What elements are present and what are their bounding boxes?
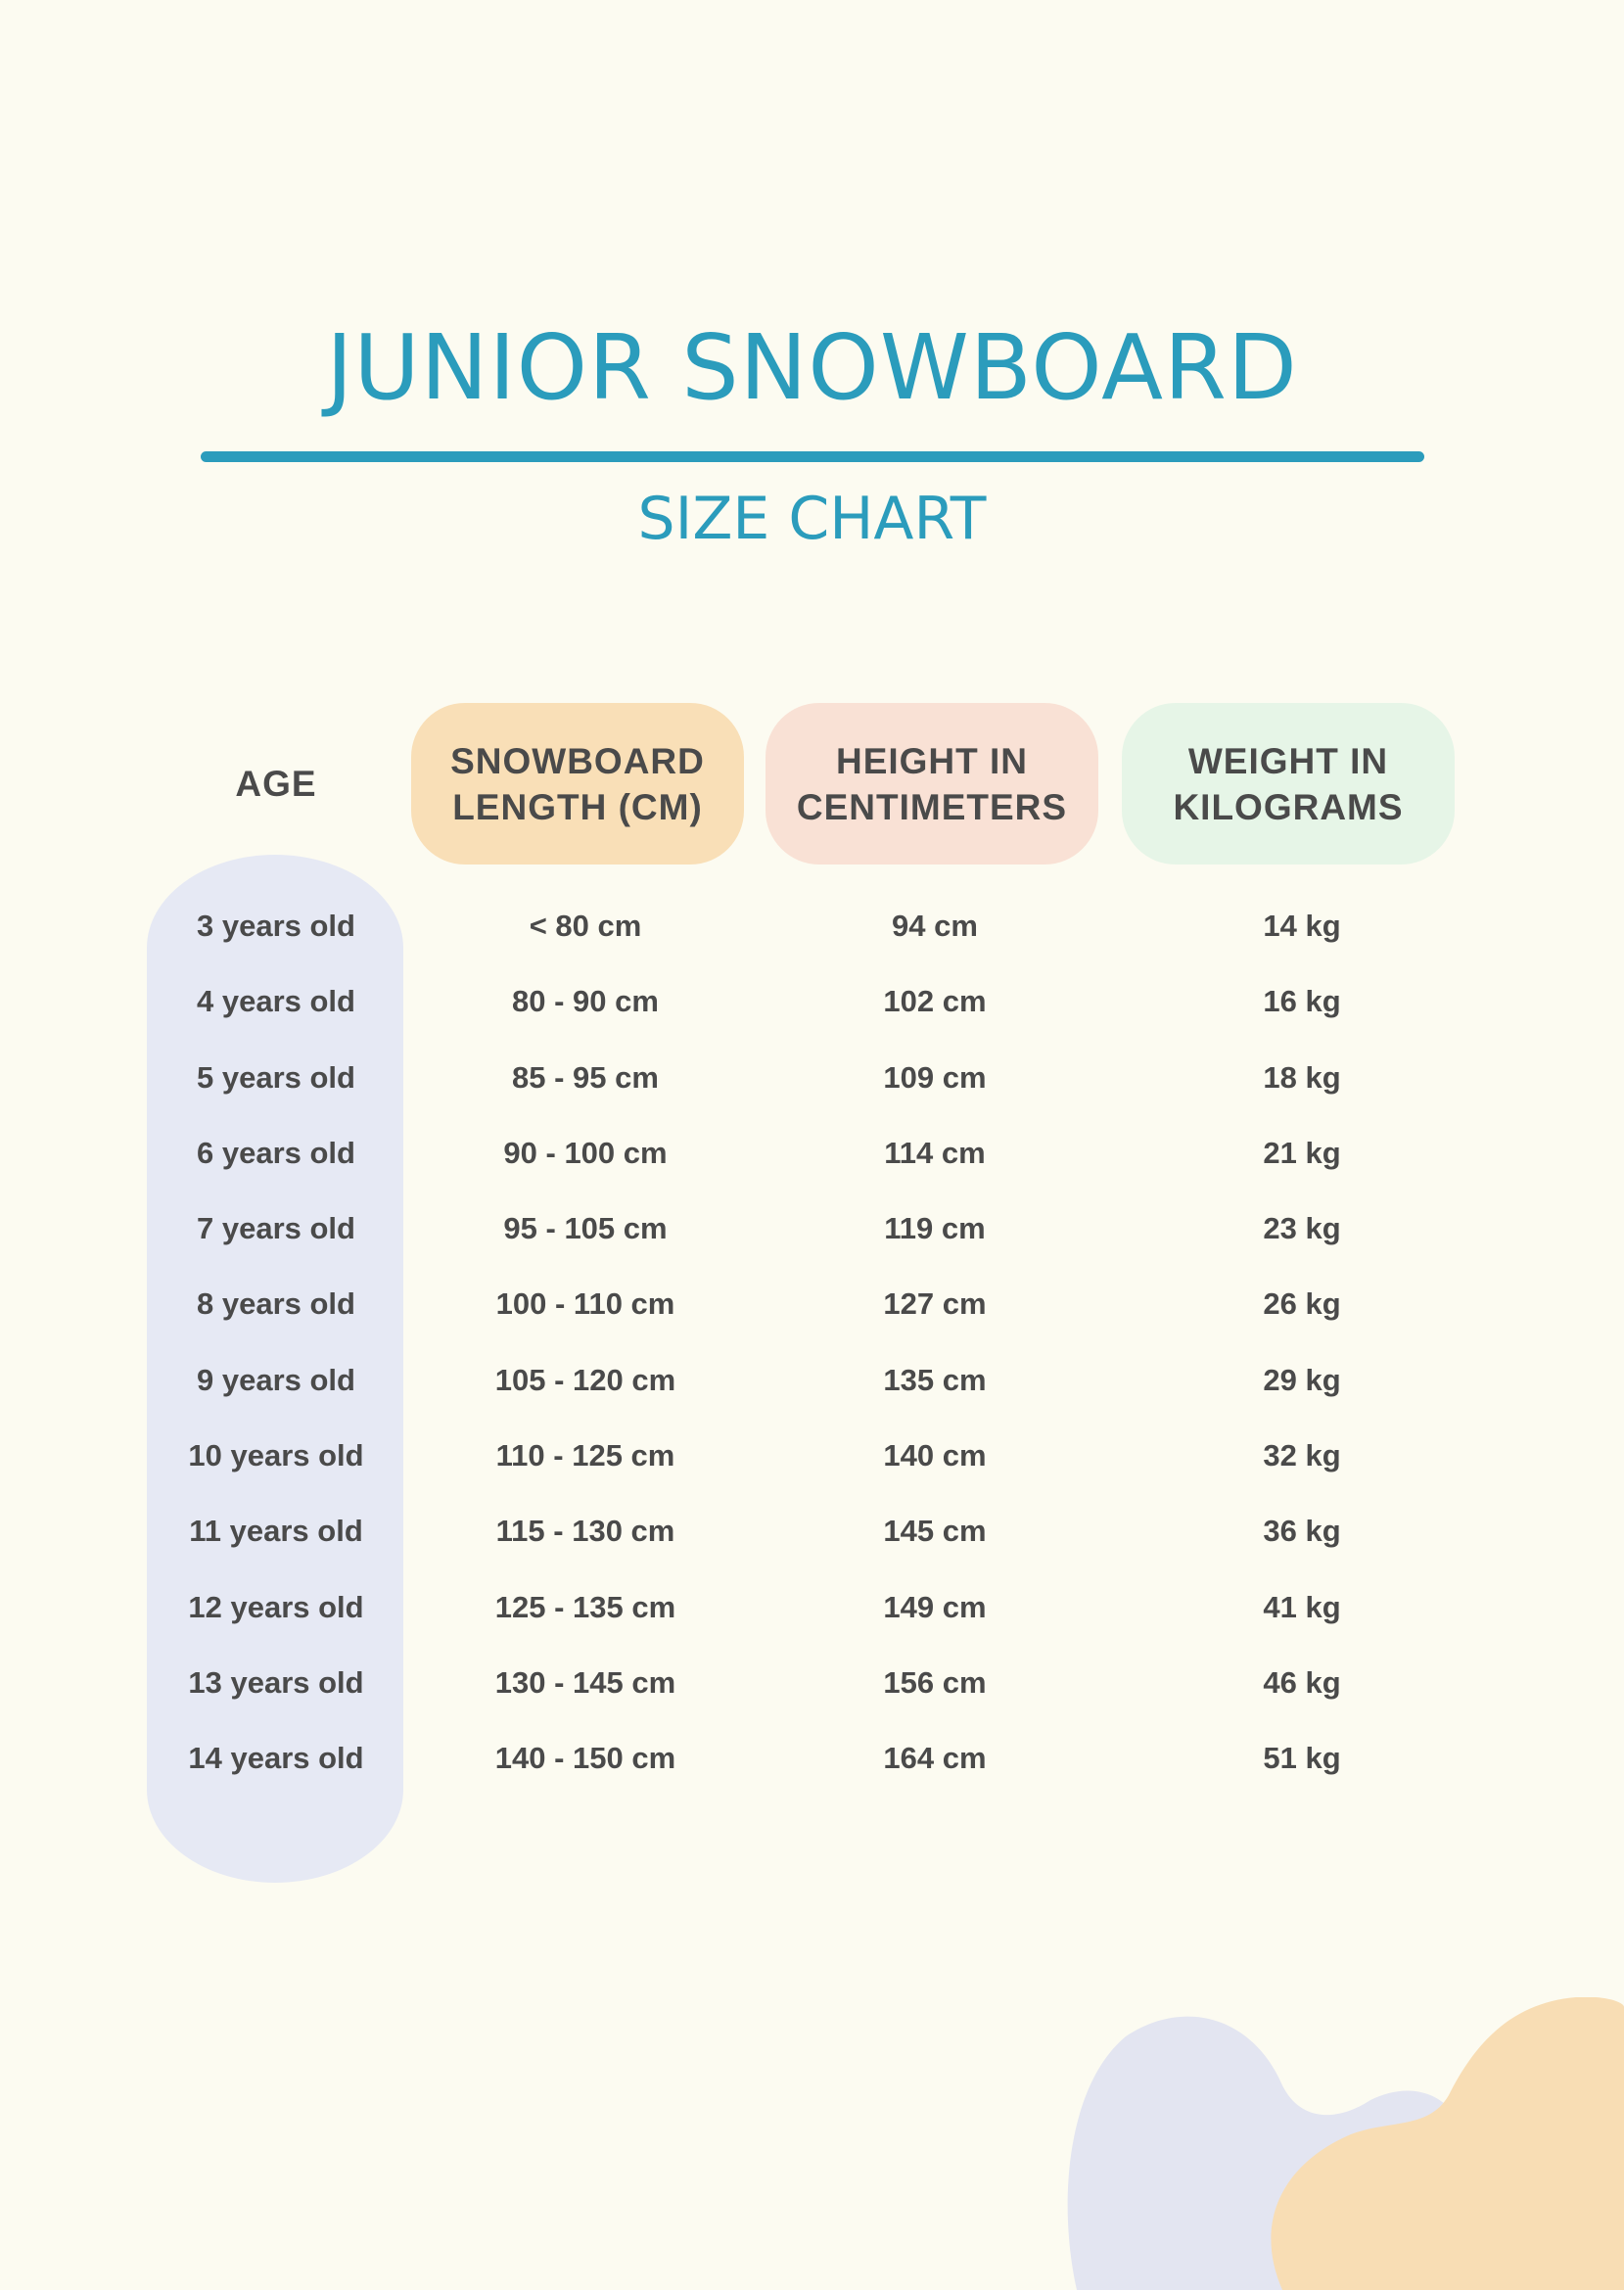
height-cell: 119 cm [884,1211,986,1246]
length-cell: < 80 cm [529,909,642,943]
table-row [0,1209,1624,1285]
page-subtitle: SIZE CHART [637,485,987,553]
age-cell: 8 years old [197,1286,355,1322]
length-cell: 140 - 150 cm [494,1741,676,1776]
length-cell: 130 - 145 cm [494,1664,676,1700]
age-cell: 5 years old [197,1059,355,1095]
age-cell: 12 years old [188,1589,364,1624]
age-cell: 11 years old [189,1514,363,1549]
age-cell: 3 years old [197,909,355,943]
size-table [0,907,1624,1815]
title-divider [201,451,1424,462]
age-cell: 13 years old [188,1664,364,1700]
length-cell: 105 - 120 cm [494,1362,676,1397]
age-cell: 4 years old [197,984,355,1019]
height-cell: 114 cm [884,1135,986,1170]
length-cell: 125 - 135 cm [494,1589,676,1624]
table-row [0,1588,1624,1663]
weight-cell: 21 kg [1263,1135,1341,1170]
weight-cell: 36 kg [1263,1514,1341,1549]
length-cell: 110 - 125 cm [495,1438,675,1473]
weight-cell: 41 kg [1263,1589,1341,1624]
weight-cell: 23 kg [1263,1211,1341,1246]
height-cell: 149 cm [883,1589,987,1624]
table-row [0,1361,1624,1436]
height-cell: 127 cm [883,1286,987,1322]
age-cell: 9 years old [197,1362,355,1397]
age-cell: 10 years old [188,1438,364,1473]
height-cell: 156 cm [883,1664,987,1700]
table-row [0,1134,1624,1209]
header-height: HEIGHT IN CENTIMETERS [766,703,1098,865]
table-row [0,1285,1624,1360]
length-cell: 80 - 90 cm [512,984,659,1019]
header-age: AGE [235,764,317,804]
page-title: JUNIOR SNOWBOARD [326,315,1298,420]
height-cell: 94 cm [892,909,978,943]
table-row [0,1739,1624,1814]
height-cell: 164 cm [883,1741,987,1776]
table-row [0,907,1624,982]
weight-cell: 29 kg [1263,1362,1341,1397]
weight-cell: 16 kg [1263,984,1341,1019]
header-weight: WEIGHT IN KILOGRAMS [1122,703,1455,865]
table-row [0,1512,1624,1587]
age-cell: 6 years old [197,1135,355,1170]
header-snowboard-length: SNOWBOARD LENGTH (CM) [411,703,744,865]
height-cell: 145 cm [883,1514,987,1549]
length-cell: 115 - 130 cm [495,1514,675,1549]
weight-cell: 51 kg [1263,1741,1341,1776]
weight-cell: 46 kg [1263,1664,1341,1700]
height-cell: 109 cm [883,1059,987,1095]
table-row [0,1058,1624,1134]
length-cell: 95 - 105 cm [503,1211,668,1246]
height-cell: 135 cm [883,1362,987,1397]
age-cell: 14 years old [188,1741,364,1776]
weight-cell: 26 kg [1263,1286,1341,1322]
weight-cell: 14 kg [1263,909,1341,943]
table-row [0,1663,1624,1739]
length-cell: 90 - 100 cm [503,1135,668,1170]
height-cell: 140 cm [883,1438,987,1473]
length-cell: 100 - 110 cm [495,1286,675,1322]
table-row [0,1436,1624,1512]
decorative-blobs [1057,1997,1624,2290]
age-cell: 7 years old [197,1211,355,1246]
weight-cell: 32 kg [1263,1438,1341,1473]
weight-cell: 18 kg [1263,1059,1341,1095]
height-cell: 102 cm [883,984,987,1019]
table-row [0,982,1624,1057]
length-cell: 85 - 95 cm [512,1059,659,1095]
